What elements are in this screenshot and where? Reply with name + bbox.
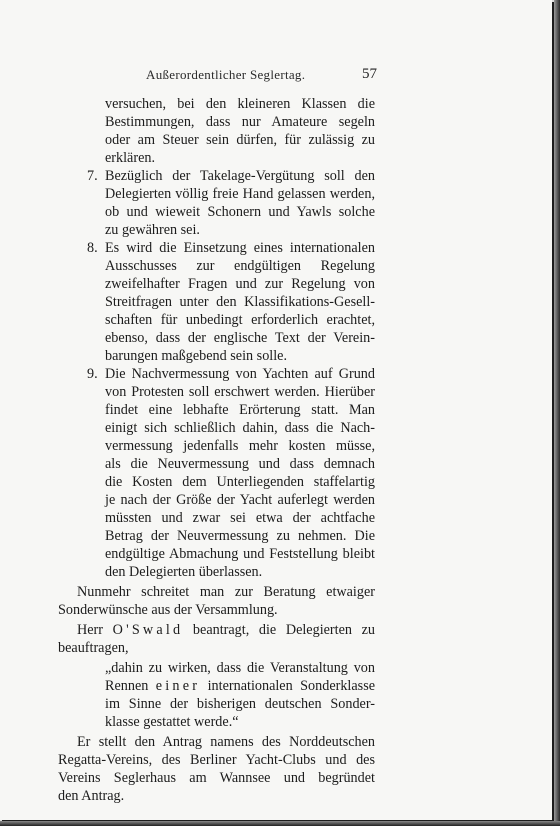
text-line: zweifelhafter Fragen und zur Regelung von xyxy=(105,276,375,292)
page-bottom-edge xyxy=(0,821,560,826)
text-line: Delegierten völlig freie Hand gelassen werden, xyxy=(105,186,375,202)
list-number: 7. xyxy=(87,168,98,184)
text-line: ob und wieweit Schonern und Yawls solche xyxy=(105,204,375,220)
text-line: Er stellt den Antrag namens des Norddeutschen xyxy=(77,734,375,750)
book-spine-edge xyxy=(554,0,560,826)
text-line: Rennen einer internationalen Sonderklasse xyxy=(105,678,376,694)
text-line: Regatta-Vereins, des Berliner Yacht-Clubs und des xyxy=(58,752,375,768)
text-line: die Kosten dem Unterliegenden staffelartig xyxy=(105,474,375,490)
text-line: Herr O'Swald beantragt, die Delegierten zu xyxy=(77,622,376,638)
text-line: je nach der Größe der Yacht auferlegt werden xyxy=(105,492,375,508)
text-line: Sonderwünsche aus der Versammlung. xyxy=(58,602,278,618)
text-line: Die Nachvermessung von Yachten auf Grund xyxy=(105,366,375,382)
text-line: von Protesten soll erschwert werden. Hierüber xyxy=(105,384,375,400)
text-line: ebenso, dass der englische Text der Verein- xyxy=(105,330,375,346)
name-oswald: O'Swald xyxy=(112,622,184,638)
text-line: müssten und zwar sei etwa der achtfache xyxy=(105,510,375,526)
emphasized-word: einer xyxy=(155,678,201,694)
text-line: Es wird die Einsetzung eines internationalen xyxy=(105,240,375,256)
text-line: zu gewähren sei. xyxy=(105,222,200,238)
text-line: Vereins Seglerhaus am Wannsee und begründet xyxy=(58,770,375,786)
text-line: barungen maßgebend sein solle. xyxy=(105,348,288,364)
text-line: Nunmehr schreitet man zur Beratung etwaiger xyxy=(77,584,375,600)
text-line: endgültige Abmachung und Feststellung bleibt xyxy=(105,546,375,562)
text-line: klasse gestattet werde.“ xyxy=(105,714,239,730)
text-line: erklären. xyxy=(105,150,156,166)
text-line: vermessung jedenfalls mehr kosten müsse, xyxy=(105,438,375,454)
text-line: Bezüglich der Takelage-Vergütung soll den xyxy=(105,168,375,184)
text-line: beauftragen, xyxy=(58,640,129,656)
text-line: als die Neuvermessung und dass demnach xyxy=(105,456,375,472)
text-line: findet eine lebhafte Erörterung statt. Man xyxy=(105,402,375,418)
text-line: Betrag der Neuvermessung zu nehmen. Die xyxy=(105,528,375,544)
text-line: Ausschusses zur endgültigen Regelung xyxy=(105,258,375,274)
text-line: Bestimmungen, dass nur Amateure segeln xyxy=(105,114,375,130)
text-line: schaften für unbedingt erforderlich erachtet, xyxy=(105,312,375,328)
text-line: versuchen, bei den kleineren Klassen die xyxy=(105,96,375,112)
text-line: oder am Steuer sein dürfen, für zulässig zu xyxy=(105,132,375,148)
page-number: 57 xyxy=(362,66,377,82)
text-line: im Sinne der bisherigen deutschen Sonder- xyxy=(105,696,375,712)
text-line: einigt sich schließlich dahin, dass die Nach- xyxy=(105,420,375,436)
list-number: 8. xyxy=(87,240,98,256)
text-line: „dahin zu wirken, dass die Veranstaltung von xyxy=(105,660,375,676)
text-line: den Antrag. xyxy=(58,788,125,804)
text-line: den Delegierten überlassen. xyxy=(105,564,263,580)
list-number: 9. xyxy=(87,366,98,382)
running-head: Außerordentlicher Seglertag. xyxy=(146,67,306,82)
text-line: Streitfragen unter den Klassifikations-Gesell- xyxy=(105,294,375,310)
